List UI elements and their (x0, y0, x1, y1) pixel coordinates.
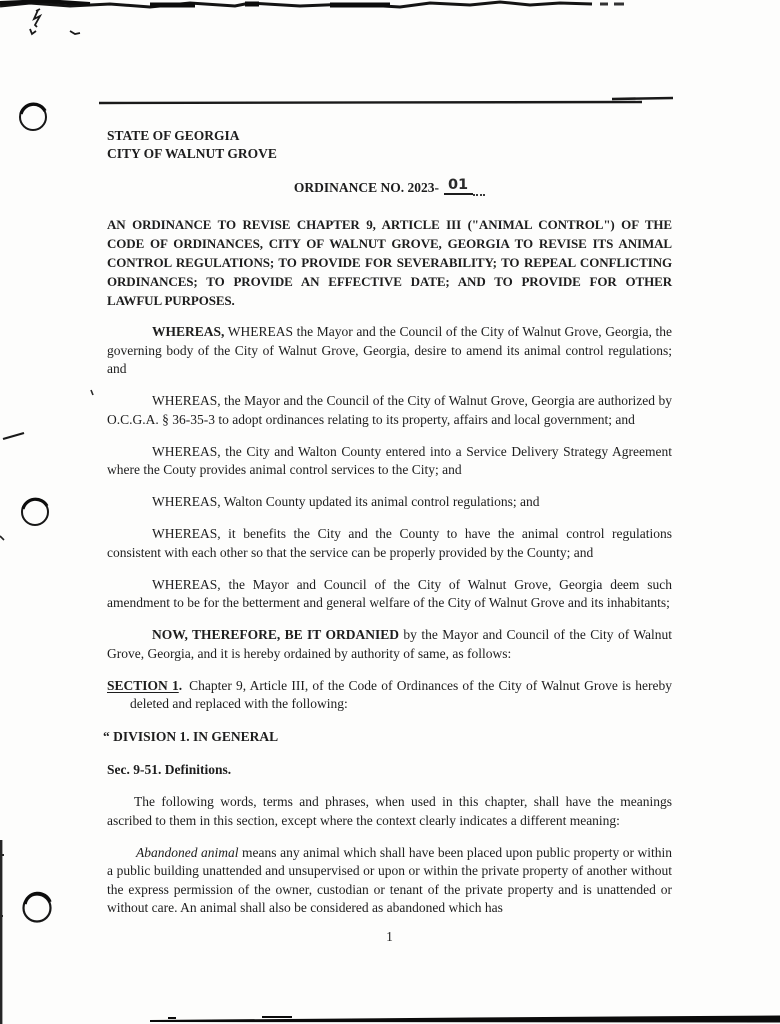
ordinance-title: AN ORDINANCE TO REVISE CHAPTER 9, ARTICLE III ("ANIMAL CONTROL") OF THE CODE OF ORDINANCES, CITY OF WALNUT GROVE, GEORGIA TO REVISE ITS ANIMAL CONTROL REGULATIONS; TO PROVIDE FOR SEVERABILITY; TO REPEAL CONFLICTING ORDINANCES; TO PROVIDE AN EFFECTIVE DATE; AND TO PROVIDE FOR OTHER LAWFUL PURPOSES. (107, 217, 672, 308)
ordinance-number-line (107, 179, 672, 198)
enactment-body: by the Mayor and Council of the City of Walnut Grove, Georgia, and it is hereby ordained by authority of same, as follows: (107, 627, 673, 661)
section-1-dot: . (178, 677, 183, 693)
definitions-section-heading: Sec. 9-51. Definitions. (107, 762, 232, 777)
handwritten-dash-mark (3, 390, 93, 439)
whereas-clause-6 (107, 576, 672, 613)
hole-punch-mark-bottom (24, 893, 51, 921)
header-city-line: CITY OF WALNUT GROVE (107, 146, 277, 161)
ordinance-number-handwritten: 01 (444, 178, 473, 195)
whereas-body: WHEREAS the Mayor and the Council of the City of Walnut Grove, Georgia, the governing body of the City of Walnut Grove, Georgia, desire to amend its animal control regulations; and (107, 324, 672, 376)
scan-bottom-edge-artifact (150, 1016, 780, 1023)
division-heading: “ DIVISION 1. IN GENERAL (103, 728, 279, 744)
enactment-lead: NOW, THEREFORE, BE IT ORDANIED (152, 627, 399, 642)
definition-abandoned-animal (107, 844, 672, 918)
scan-left-edge-artifact (0, 840, 4, 1024)
whereas-body: WHEREAS, the Mayor and the Council of the City of Walnut Grove, Georgia are authorized by O.C.G.A. § 36-35-3 to adopt ordinances relating to its property, affairs and local government; and (107, 393, 672, 427)
whereas-clause-2 (107, 392, 672, 429)
enactment-clause (107, 626, 672, 663)
section-1-clause (107, 677, 672, 714)
section-1-label: SECTION 1 (107, 677, 179, 693)
header-rule (99, 98, 673, 103)
definition-term: Abandoned animal (136, 844, 239, 860)
whereas-clause-5 (107, 525, 672, 562)
whereas-clause-1 (107, 323, 672, 379)
scan-top-edge-artifact (0, 1, 624, 7)
whereas-body: WHEREAS, the Mayor and Council of the City of Walnut Grove, Georgia deem such amendment to be for the betterment and general welfare of the City of Walnut Grove and its inhabitants; (107, 576, 672, 610)
whereas-body: WHEREAS, Walton County updated its animal control regulations; and (152, 494, 540, 509)
whereas-clause-3 (107, 443, 672, 480)
whereas-clause-4 (107, 493, 672, 512)
definitions-intro-paragraph: The following words, terms and phrases, when used in this chapter, shall have the meanings ascribed to them in this section, except where the context clearly indicates a different meaning: (107, 794, 672, 828)
section-1-body: Chapter 9, Article III, of the Code of Ordinances of the City of Walnut Grove is hereby deleted and replaced with the following: (130, 677, 672, 711)
whereas-body: WHEREAS, the City and Walton County entered into a Service Delivery Strategy Agreement where the Couty provides animal control services to the City; and (107, 443, 672, 477)
hole-punch-mark-top (20, 104, 46, 130)
ordinance-number-label: ORDINANCE NO. 2023- (293, 180, 439, 195)
ordinance-number-underline-tail (473, 190, 485, 196)
document-body (103, 127, 673, 931)
whereas-lead: WHEREAS, (152, 324, 225, 339)
page-number: 1 (386, 929, 393, 944)
hole-punch-mark-middle (0, 499, 48, 540)
handwritten-mark-top (30, 9, 80, 34)
definition-body: means any animal which shall have been placed upon public property or within a public building unattended and unsupervised or upon or within the private property of another without the express permission of the owner, custodian or tenant of the private property and is unattended or without care. An animal shall also be considered as abandoned which has (107, 844, 673, 915)
header-state-line: STATE OF GEORGIA (107, 128, 240, 143)
whereas-body: WHEREAS, it benefits the City and the County to have the animal control regulations consistent with each other so that the service can be properly provided by the County; and (107, 526, 672, 560)
